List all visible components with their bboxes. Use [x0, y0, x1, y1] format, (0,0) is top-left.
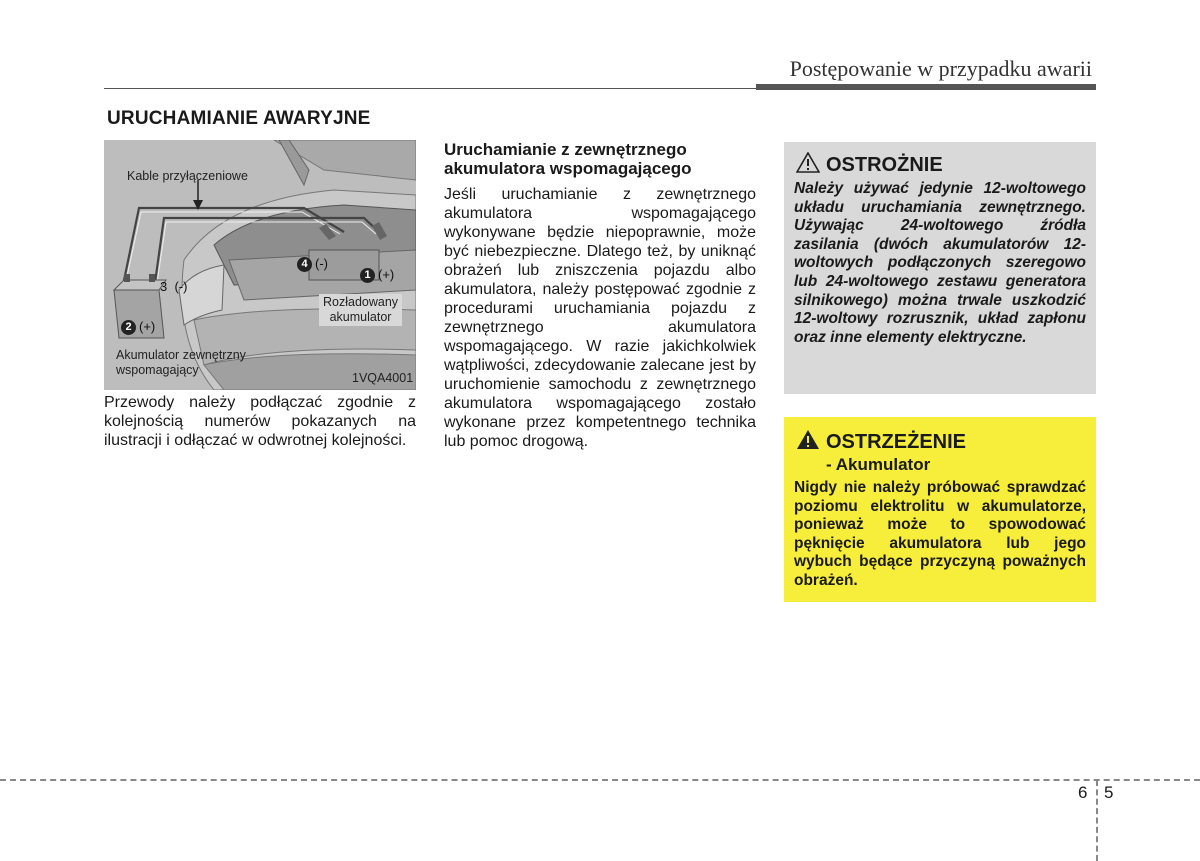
footer-page-separator: [1096, 780, 1098, 861]
terminal-tag-1: [360, 267, 394, 283]
section-heading: URUCHAMIANIE AWARYJNE: [107, 108, 371, 129]
header-rule-accent: [756, 84, 1096, 90]
page-header-title: Postępowanie w przypadku awarii: [789, 56, 1092, 81]
terminal-sign: (+): [139, 319, 156, 334]
subsection-heading: Uruchamianie z zewnętrznego akumulatora wspomagającego: [444, 140, 692, 178]
warning-triangle-icon: [796, 429, 820, 456]
caution-body: Należy używać jedynie 12-woltowego układu uruchamiania zewnętrznego. Używając 24-woltowego źródła zasilania (dwóch akumulatorów 12-woltowych podłączonych szeregowo lub 24-woltowego zestawu generatora silnikowego) można trwale uszkodzić 12-woltowy rozrusznik, układ zapłonu oraz inne elementy elektryczne.: [794, 180, 1086, 346]
terminal-tag-4: [297, 256, 328, 272]
figure-code: 1VQA4001: [352, 371, 414, 385]
caution-triangle-icon: [796, 152, 820, 179]
terminal-tag-3: 3 (-): [160, 279, 188, 294]
discharged-battery-label: Rozładowany akumulator: [319, 294, 402, 326]
number-circle: 1: [360, 268, 375, 283]
terminal-tag-2: [121, 319, 155, 335]
number-circle: 2: [121, 320, 136, 335]
figure-caption-text: Przewody należy podłączać zgodnie z kolejnością numerów pokazanych na ilustracji i odłączać w odwrotnej kolejności.: [104, 394, 416, 449]
jump-start-illustration: [104, 140, 416, 390]
cables-label: Kable przyłączeniowe: [127, 169, 248, 183]
terminal-sign: (+): [378, 267, 395, 282]
caution-title-row: [796, 152, 943, 179]
header-rule: [104, 88, 756, 89]
page-number: 5: [1104, 783, 1114, 802]
warning-subtitle: - Akumulator: [826, 455, 931, 474]
chapter-number: 6: [1078, 783, 1088, 802]
warning-title-row: [796, 429, 966, 456]
warning-box: [784, 417, 1096, 602]
warning-body: Nigdy nie należy próbować sprawdzać poziomu elektrolitu w akumulatorze, ponieważ może to spowodować pęknięcie akumulatora lub jego wybuch będące przyczyną poważnych obrażeń.: [794, 479, 1086, 589]
warning-title: OSTRZEŻENIE: [826, 431, 967, 453]
number-circle: 4: [297, 257, 312, 272]
external-battery-label: Akumulator zewnętrzny wspomagający: [116, 348, 246, 377]
subsection-body: Jeśli uruchamianie z zewnętrznego akumulatora wspomagającego wykonywane będzie niepoprawnie, może być niebezpieczne. Dlatego też, by uniknąć obrażeń lub zniszczenia pojazdu albo akumulatora, należy postępować zgodnie z procedurami uruchamiania pojazdu z zewnętrznego akumulatora wspomagającego. W razie jakichkolwiek wątpliwości, zdecydowanie zalecane jest by uruchomienie samochodu z zewnętrznego akumulatora wspomagającego zostało wykonane przez kompetentnego technika lub pomoc drogową.: [444, 186, 756, 450]
terminal-sign: (-): [315, 256, 328, 271]
footer-divider: [0, 779, 1200, 781]
caution-title: OSTROŻNIE: [826, 154, 943, 176]
caution-box: [784, 142, 1096, 394]
